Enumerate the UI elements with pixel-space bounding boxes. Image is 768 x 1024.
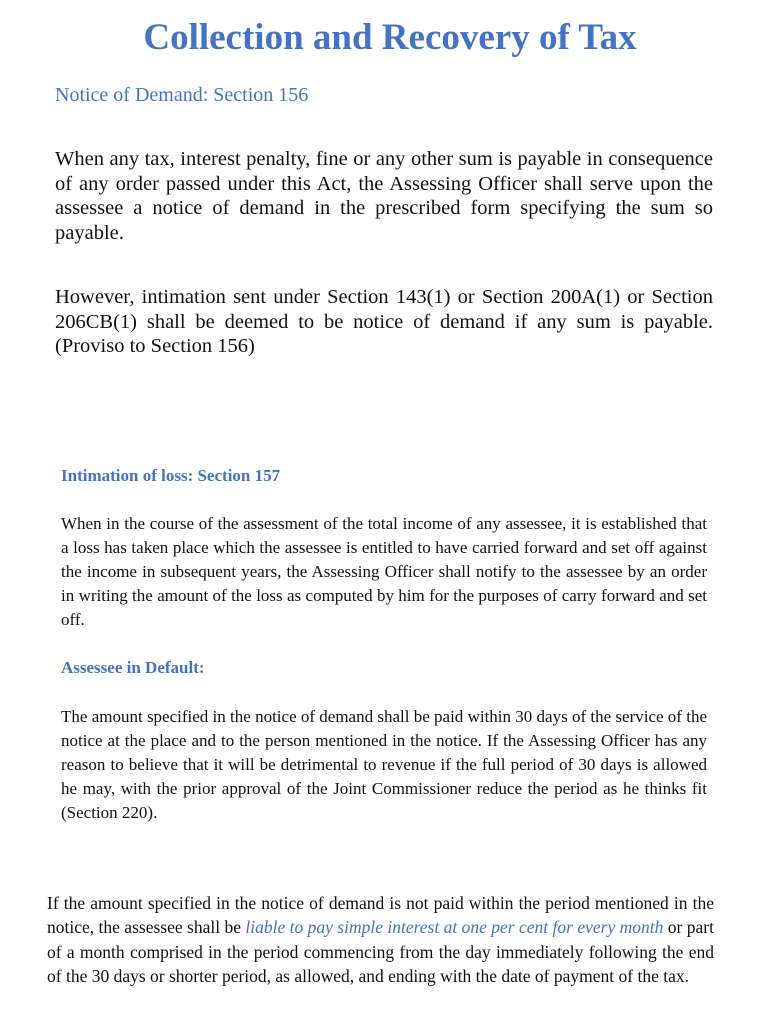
intimation-of-loss-heading: Intimation of loss: Section 157 xyxy=(61,466,281,485)
interest-paragraph-text-start: If the amount specified in the notice of demand is not paid within the period mentioned in the notice, the assessee shall be xyxy=(47,893,714,938)
notice-of-demand-heading: Notice of Demand: Section 156 xyxy=(55,84,309,106)
assessee-in-default-paragraph: The amount specified in the notice of demand shall be paid within 30 days of the service of the notice at the place and to the person mentioned in the notice. If the Assessing Officer has any reason to believe that it will be detrimental to revenue if the full period of 30 days is allowed he may, with the prior approval of the Joint Commissioner reduce the period as he thinks fit (Section 220). xyxy=(61,707,707,822)
notice-of-demand-paragraph-1: When any tax, interest penalty, fine or any other sum is payable in consequence of any order passed under this Act, the Assessing Officer shall serve upon the assessee a notice of demand in the prescribed form specifying the sum so payable. xyxy=(55,148,713,244)
notice-of-demand-paragraph-2: However, intimation sent under Section 143(1) or Section 200A(1) or Section 206CB(1) shall be deemed to be notice of demand if any sum is payable. (Proviso to Section 156) xyxy=(55,286,713,357)
interest-rate-emphasis: liable to pay simple interest at one per cent for every month xyxy=(245,917,664,938)
interest-paragraph-text-end: or part of a month comprised in the period commencing from the day immediately following the end of the 30 days or shorter period, as allowed, and ending with the date of payment of the tax. xyxy=(47,917,714,986)
intimation-of-loss-paragraph: When in the course of the assessment of the total income of any assessee, it is established that a loss has taken place which the assessee is entitled to have carried forward and set off against the income in subsequent years, the Assessing Officer shall notify to the assessee by an order in writing the amount of the loss as computed by him for the purposes of carry forward and set off. xyxy=(61,514,707,629)
assessee-in-default-heading: Assessee in Default: xyxy=(61,658,205,677)
page-title: Collection and Recovery of Tax xyxy=(143,17,637,58)
interest-paragraph xyxy=(47,891,714,988)
